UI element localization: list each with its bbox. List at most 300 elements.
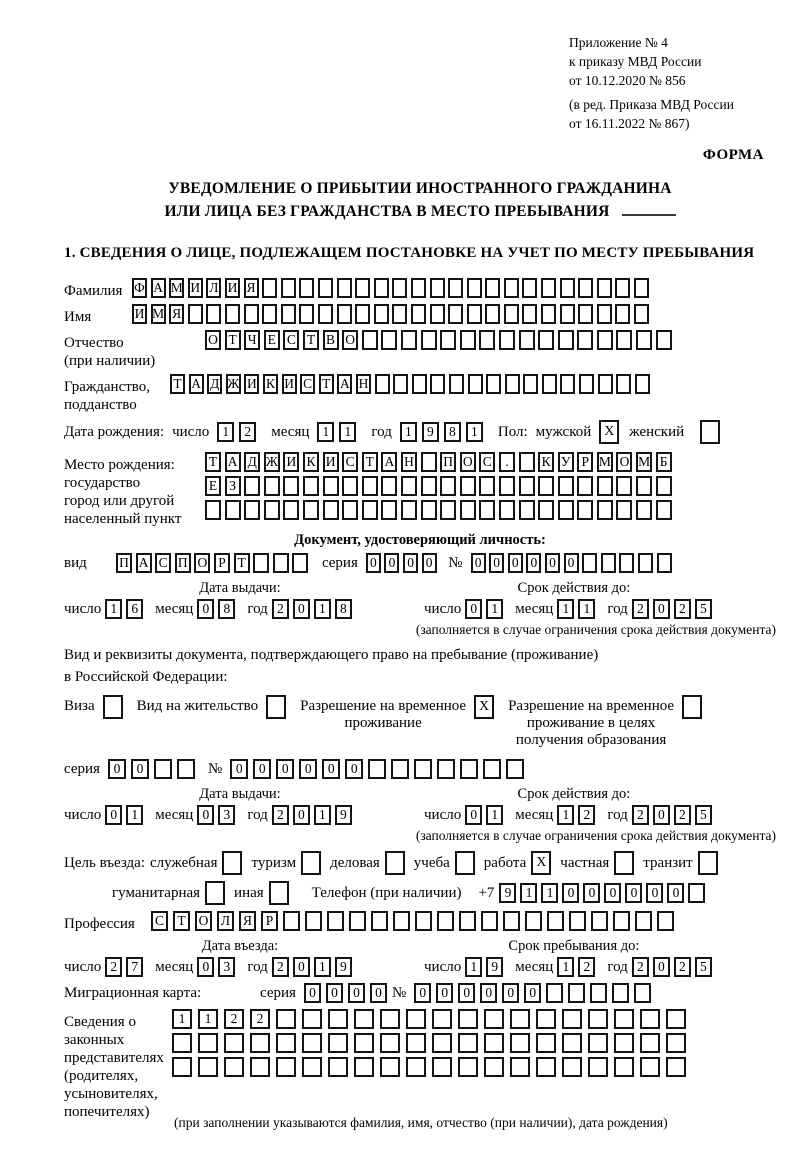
char-box[interactable] (481, 911, 498, 931)
char-box[interactable]: 0 (489, 553, 504, 573)
char-box[interactable]: 0 (276, 759, 294, 779)
char-box[interactable] (597, 476, 613, 496)
char-box[interactable] (281, 304, 296, 324)
char-box[interactable]: О (194, 553, 210, 573)
char-box[interactable] (616, 476, 632, 496)
char-box[interactable]: М (597, 452, 613, 472)
char-box[interactable]: 1 (465, 957, 482, 977)
char-box[interactable] (577, 500, 593, 520)
char-box[interactable] (448, 304, 463, 324)
char-box[interactable] (305, 911, 322, 931)
char-box[interactable] (432, 1057, 452, 1077)
char-box[interactable] (577, 330, 593, 350)
char-box[interactable] (262, 278, 277, 298)
char-box[interactable]: 9 (335, 805, 352, 825)
char-box[interactable] (656, 476, 672, 496)
char-box[interactable] (558, 330, 574, 350)
char-box[interactable] (276, 1033, 296, 1053)
char-box[interactable] (635, 374, 650, 394)
char-box[interactable] (362, 330, 378, 350)
char-box[interactable] (614, 1009, 634, 1029)
char-box[interactable]: 0 (197, 805, 214, 825)
char-box[interactable] (562, 1009, 582, 1029)
char-box[interactable] (318, 304, 333, 324)
char-box[interactable] (342, 476, 358, 496)
char-box[interactable]: И (282, 374, 297, 394)
char-box[interactable] (613, 911, 630, 931)
char-box[interactable]: 2 (632, 957, 649, 977)
char-box[interactable] (458, 1057, 478, 1077)
char-box[interactable] (560, 278, 575, 298)
char-box[interactable] (281, 278, 296, 298)
char-box[interactable]: 0 (667, 883, 684, 903)
char-box[interactable] (588, 1033, 608, 1053)
char-box[interactable] (578, 304, 593, 324)
char-box[interactable] (283, 476, 299, 496)
char-box[interactable] (519, 500, 535, 520)
char-box[interactable] (430, 374, 445, 394)
char-box[interactable] (337, 278, 352, 298)
char-box[interactable] (558, 500, 574, 520)
char-box[interactable]: 0 (465, 599, 482, 619)
char-box[interactable] (616, 374, 631, 394)
char-box[interactable]: 6 (126, 599, 143, 619)
char-box[interactable] (614, 1057, 634, 1077)
char-box[interactable] (437, 759, 455, 779)
char-box[interactable] (401, 476, 417, 496)
char-box[interactable]: 9 (335, 957, 352, 977)
char-box[interactable]: Д (244, 452, 260, 472)
char-box[interactable]: 2 (239, 422, 256, 442)
char-box[interactable] (636, 476, 652, 496)
char-box[interactable]: 0 (348, 983, 365, 1003)
char-box[interactable] (406, 1057, 426, 1077)
char-box[interactable] (440, 330, 456, 350)
char-box[interactable] (299, 304, 314, 324)
char-box[interactable]: 0 (293, 957, 310, 977)
char-box[interactable]: 2 (578, 805, 595, 825)
char-box[interactable]: 2 (272, 599, 289, 619)
char-box[interactable] (479, 476, 495, 496)
char-box[interactable]: 0 (545, 553, 560, 573)
char-box[interactable]: П (440, 452, 456, 472)
char-box[interactable] (510, 1009, 530, 1029)
char-box[interactable]: . (499, 452, 515, 472)
char-box[interactable]: О (616, 452, 632, 472)
char-box[interactable]: 0 (414, 983, 431, 1003)
char-box[interactable]: 8 (335, 599, 352, 619)
char-box[interactable] (262, 304, 277, 324)
char-box[interactable]: 1 (557, 957, 574, 977)
char-box[interactable]: А (189, 374, 204, 394)
char-box[interactable] (421, 476, 437, 496)
char-box[interactable]: С (151, 911, 168, 931)
char-box[interactable]: 3 (218, 805, 235, 825)
char-box[interactable] (538, 500, 554, 520)
char-box[interactable]: Ф (132, 278, 147, 298)
char-box[interactable] (460, 330, 476, 350)
char-box[interactable] (328, 1057, 348, 1077)
char-box[interactable] (616, 500, 632, 520)
char-box[interactable] (467, 304, 482, 324)
purpose-other-checkbox[interactable] (269, 881, 289, 905)
char-box[interactable] (354, 1033, 374, 1053)
char-box[interactable]: 2 (224, 1009, 244, 1029)
char-box[interactable]: 1 (126, 805, 143, 825)
char-box[interactable] (591, 911, 608, 931)
char-box[interactable] (224, 1057, 244, 1077)
char-box[interactable] (401, 330, 417, 350)
char-box[interactable] (328, 1033, 348, 1053)
char-box[interactable]: 1 (314, 805, 331, 825)
char-box[interactable] (302, 1009, 322, 1029)
char-box[interactable] (522, 278, 537, 298)
char-box[interactable]: С (283, 330, 299, 350)
char-box[interactable] (276, 1057, 296, 1077)
char-box[interactable]: 1 (198, 1009, 218, 1029)
char-box[interactable] (562, 1057, 582, 1077)
purpose-official-checkbox[interactable] (222, 851, 242, 875)
char-box[interactable] (519, 330, 535, 350)
char-box[interactable]: И (244, 374, 259, 394)
char-box[interactable] (264, 500, 280, 520)
char-box[interactable]: Т (170, 374, 185, 394)
char-box[interactable] (519, 476, 535, 496)
char-box[interactable] (460, 759, 478, 779)
char-box[interactable] (440, 476, 456, 496)
char-box[interactable] (640, 1057, 660, 1077)
char-box[interactable]: 0 (471, 553, 486, 573)
temp-residence-education-checkbox[interactable] (682, 695, 702, 719)
purpose-humanitarian-checkbox[interactable] (205, 881, 225, 905)
char-box[interactable]: 2 (250, 1009, 270, 1029)
char-box[interactable]: О (460, 452, 476, 472)
char-box[interactable]: О (342, 330, 358, 350)
char-box[interactable] (337, 304, 352, 324)
char-box[interactable] (401, 500, 417, 520)
temp-residence-checkbox[interactable]: X (474, 695, 494, 719)
char-box[interactable]: Я (169, 304, 184, 324)
char-box[interactable] (484, 1033, 504, 1053)
char-box[interactable] (323, 476, 339, 496)
char-box[interactable]: Т (319, 374, 334, 394)
char-box[interactable]: 0 (646, 883, 663, 903)
char-box[interactable] (302, 1033, 322, 1053)
char-box[interactable] (547, 911, 564, 931)
char-box[interactable]: 1 (217, 422, 234, 442)
char-box[interactable] (380, 1057, 400, 1077)
char-box[interactable]: 7 (126, 957, 143, 977)
char-box[interactable]: 1 (314, 957, 331, 977)
char-box[interactable] (536, 1009, 556, 1029)
char-box[interactable]: 0 (370, 983, 387, 1003)
char-box[interactable] (198, 1033, 218, 1053)
char-box[interactable]: И (225, 278, 240, 298)
char-box[interactable] (381, 500, 397, 520)
char-box[interactable]: 9 (486, 957, 503, 977)
char-box[interactable]: И (323, 452, 339, 472)
char-box[interactable]: А (337, 374, 352, 394)
char-box[interactable] (504, 304, 519, 324)
char-box[interactable] (375, 374, 390, 394)
char-box[interactable] (656, 500, 672, 520)
char-box[interactable] (406, 1009, 426, 1029)
char-box[interactable] (374, 304, 389, 324)
char-box[interactable]: Н (401, 452, 417, 472)
char-box[interactable]: 9 (499, 883, 516, 903)
char-box[interactable] (172, 1033, 192, 1053)
char-box[interactable]: Т (303, 330, 319, 350)
char-box[interactable]: 1 (486, 599, 503, 619)
sex-male-checkbox[interactable]: X (599, 420, 619, 444)
char-box[interactable]: 8 (218, 599, 235, 619)
char-box[interactable] (577, 476, 593, 496)
purpose-study-checkbox[interactable] (455, 851, 475, 875)
char-box[interactable] (504, 278, 519, 298)
char-box[interactable] (392, 304, 407, 324)
char-box[interactable]: Я (239, 911, 256, 931)
char-box[interactable] (558, 476, 574, 496)
char-box[interactable] (485, 278, 500, 298)
char-box[interactable]: 0 (253, 759, 271, 779)
char-box[interactable]: 0 (304, 983, 321, 1003)
char-box[interactable] (349, 911, 366, 931)
char-box[interactable]: С (300, 374, 315, 394)
char-box[interactable] (578, 278, 593, 298)
char-box[interactable]: К (263, 374, 278, 394)
char-box[interactable] (505, 374, 520, 394)
char-box[interactable] (619, 553, 634, 573)
char-box[interactable]: Р (261, 911, 278, 931)
char-box[interactable] (634, 278, 649, 298)
char-box[interactable] (597, 330, 613, 350)
char-box[interactable] (538, 330, 554, 350)
char-box[interactable] (432, 1033, 452, 1053)
char-box[interactable] (484, 1057, 504, 1077)
char-box[interactable] (688, 883, 705, 903)
char-box[interactable]: 0 (458, 983, 475, 1003)
char-box[interactable] (393, 374, 408, 394)
char-box[interactable] (597, 304, 612, 324)
char-box[interactable] (538, 476, 554, 496)
char-box[interactable] (362, 476, 378, 496)
char-box[interactable]: О (205, 330, 221, 350)
char-box[interactable]: Ж (226, 374, 241, 394)
char-box[interactable]: Т (205, 452, 221, 472)
char-box[interactable] (299, 278, 314, 298)
char-box[interactable] (638, 553, 653, 573)
char-box[interactable] (486, 374, 501, 394)
char-box[interactable] (276, 1009, 296, 1029)
char-box[interactable] (485, 304, 500, 324)
char-box[interactable] (503, 911, 520, 931)
char-box[interactable]: Ж (264, 452, 280, 472)
char-box[interactable] (569, 911, 586, 931)
char-box[interactable]: И (283, 452, 299, 472)
char-box[interactable]: 1 (486, 805, 503, 825)
char-box[interactable] (616, 330, 632, 350)
char-box[interactable] (250, 1057, 270, 1077)
char-box[interactable] (368, 759, 386, 779)
char-box[interactable] (560, 304, 575, 324)
char-box[interactable] (640, 1009, 660, 1029)
char-box[interactable]: 0 (653, 957, 670, 977)
char-box[interactable]: 0 (653, 805, 670, 825)
char-box[interactable]: 0 (299, 759, 317, 779)
char-box[interactable] (636, 500, 652, 520)
char-box[interactable]: 1 (541, 883, 558, 903)
char-box[interactable]: Е (264, 330, 280, 350)
char-box[interactable] (536, 1033, 556, 1053)
char-box[interactable] (374, 278, 389, 298)
char-box[interactable] (430, 278, 445, 298)
char-box[interactable]: 1 (466, 422, 483, 442)
char-box[interactable] (598, 374, 613, 394)
char-box[interactable] (582, 553, 597, 573)
char-box[interactable] (656, 330, 672, 350)
char-box[interactable]: 0 (197, 599, 214, 619)
char-box[interactable]: 0 (480, 983, 497, 1003)
char-box[interactable]: 1 (520, 883, 537, 903)
char-box[interactable] (612, 983, 629, 1003)
char-box[interactable]: В (323, 330, 339, 350)
char-box[interactable]: П (175, 553, 191, 573)
char-box[interactable] (264, 476, 280, 496)
char-box[interactable]: 0 (230, 759, 248, 779)
char-box[interactable] (484, 1009, 504, 1029)
char-box[interactable] (172, 1057, 192, 1077)
char-box[interactable]: Р (214, 553, 230, 573)
char-box[interactable] (634, 983, 651, 1003)
char-box[interactable]: М (169, 278, 184, 298)
char-box[interactable]: Я (244, 278, 259, 298)
char-box[interactable]: Е (205, 476, 221, 496)
char-box[interactable] (303, 500, 319, 520)
char-box[interactable] (421, 452, 437, 472)
char-box[interactable]: 1 (400, 422, 417, 442)
char-box[interactable]: 0 (564, 553, 579, 573)
char-box[interactable]: 0 (322, 759, 340, 779)
char-box[interactable] (381, 476, 397, 496)
char-box[interactable]: 0 (108, 759, 126, 779)
char-box[interactable] (525, 911, 542, 931)
residence-permit-checkbox[interactable] (266, 695, 286, 719)
char-box[interactable] (354, 1057, 374, 1077)
char-box[interactable] (560, 374, 575, 394)
char-box[interactable]: 2 (272, 805, 289, 825)
char-box[interactable] (393, 911, 410, 931)
char-box[interactable] (328, 1009, 348, 1029)
char-box[interactable] (392, 278, 407, 298)
char-box[interactable]: 2 (272, 957, 289, 977)
char-box[interactable]: О (195, 911, 212, 931)
char-box[interactable]: 0 (366, 553, 381, 573)
char-box[interactable]: 8 (444, 422, 461, 442)
char-box[interactable] (421, 500, 437, 520)
char-box[interactable]: 9 (422, 422, 439, 442)
char-box[interactable]: Ч (244, 330, 260, 350)
char-box[interactable] (154, 759, 172, 779)
char-box[interactable] (542, 374, 557, 394)
char-box[interactable] (355, 278, 370, 298)
char-box[interactable] (318, 278, 333, 298)
char-box[interactable] (640, 1033, 660, 1053)
char-box[interactable]: 0 (625, 883, 642, 903)
char-box[interactable]: М (151, 304, 166, 324)
char-box[interactable]: 0 (502, 983, 519, 1003)
char-box[interactable] (467, 278, 482, 298)
char-box[interactable] (244, 500, 260, 520)
char-box[interactable]: П (116, 553, 132, 573)
char-box[interactable] (634, 304, 649, 324)
char-box[interactable] (562, 1033, 582, 1053)
char-box[interactable] (590, 983, 607, 1003)
char-box[interactable]: М (636, 452, 652, 472)
char-box[interactable]: К (538, 452, 554, 472)
char-box[interactable]: 0 (508, 553, 523, 573)
char-box[interactable]: 0 (465, 805, 482, 825)
char-box[interactable] (458, 1033, 478, 1053)
char-box[interactable] (597, 278, 612, 298)
char-box[interactable]: 2 (674, 805, 691, 825)
char-box[interactable] (302, 1057, 322, 1077)
char-box[interactable]: 0 (422, 553, 437, 573)
char-box[interactable]: 2 (632, 599, 649, 619)
char-box[interactable] (225, 304, 240, 324)
char-box[interactable] (430, 304, 445, 324)
char-box[interactable]: Т (362, 452, 378, 472)
char-box[interactable] (224, 1033, 244, 1053)
char-box[interactable] (460, 500, 476, 520)
char-box[interactable]: А (136, 553, 152, 573)
char-box[interactable]: Т (173, 911, 190, 931)
char-box[interactable] (188, 304, 203, 324)
char-box[interactable] (510, 1057, 530, 1077)
char-box[interactable]: 5 (695, 599, 712, 619)
char-box[interactable]: 0 (403, 553, 418, 573)
char-box[interactable]: 1 (172, 1009, 192, 1029)
char-box[interactable]: 2 (674, 599, 691, 619)
char-box[interactable]: А (225, 452, 241, 472)
char-box[interactable]: 0 (345, 759, 363, 779)
char-box[interactable]: С (155, 553, 171, 573)
char-box[interactable] (205, 500, 221, 520)
sex-female-checkbox[interactable] (700, 420, 720, 444)
char-box[interactable] (510, 1033, 530, 1053)
char-box[interactable]: 3 (218, 957, 235, 977)
char-box[interactable] (568, 983, 585, 1003)
char-box[interactable] (253, 553, 269, 573)
char-box[interactable] (657, 553, 672, 573)
char-box[interactable]: С (342, 452, 358, 472)
char-box[interactable]: Н (356, 374, 371, 394)
char-box[interactable] (615, 278, 630, 298)
char-box[interactable]: 5 (695, 805, 712, 825)
char-box[interactable] (522, 304, 537, 324)
char-box[interactable] (273, 553, 289, 573)
char-box[interactable] (225, 500, 241, 520)
char-box[interactable] (283, 911, 300, 931)
char-box[interactable]: 0 (562, 883, 579, 903)
char-box[interactable]: 2 (674, 957, 691, 977)
char-box[interactable] (614, 1033, 634, 1053)
char-box[interactable] (519, 452, 535, 472)
char-box[interactable]: К (303, 452, 319, 472)
char-box[interactable] (250, 1033, 270, 1053)
char-box[interactable] (588, 1009, 608, 1029)
char-box[interactable] (459, 911, 476, 931)
char-box[interactable] (371, 911, 388, 931)
